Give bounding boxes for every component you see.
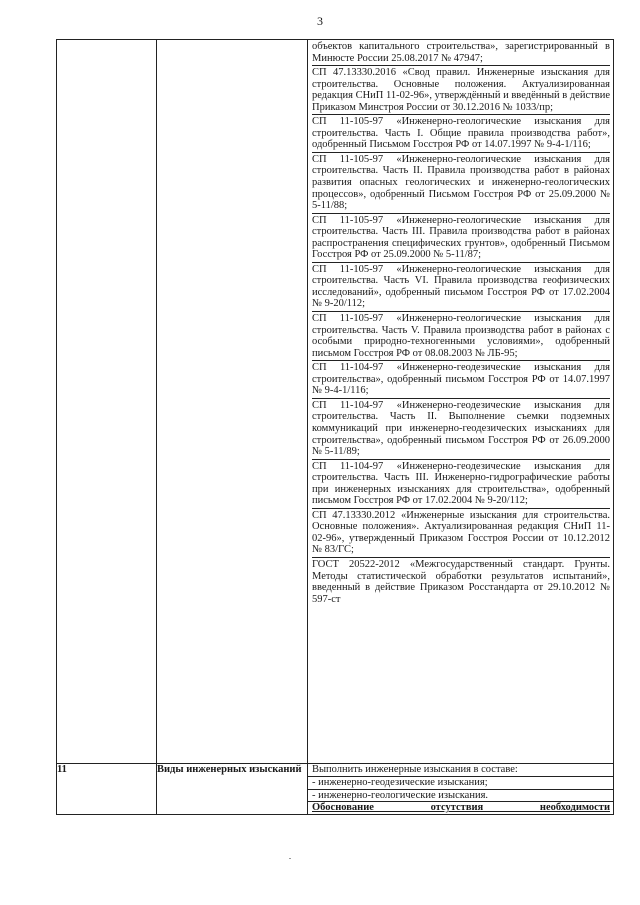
regulation-entry: СП 11-105-97 «Инженерно-геологические изыскания для строительства. Часть VI. Правила производства геофизических исследований», одобренный письмом Госстроя РФ от 17.02.2004 № 9-20/112; — [312, 263, 610, 312]
page-number: 3 — [317, 14, 323, 28]
regulation-entry: СП 11-105-97 «Инженерно-геологические изыскания для строительства. Часть V. Правила производства работ в районах с особыми природно-техногенными условиями», одобренный письмом Госстроя РФ от 08.08.2003 № ЛБ-95; — [312, 312, 610, 361]
regulation-entry: СП 11-104-97 «Инженерно-геодезические изыскания для строительства. Часть III. Инженерно-гидрографические работы при инженерных изысканиях для строительства», одобренный письмом Госстроя РФ от 17.02.2004 № 9-20/112; — [312, 460, 610, 509]
row-number: 11 — [57, 764, 157, 815]
survey-line: - инженерно-геодезические изыскания; — [308, 777, 613, 790]
regulation-entry: объектов капитального строительства», зарегистрированный в Минюсте России 25.08.2017 № 47947; — [312, 40, 610, 66]
justification-line: Обоснование отсутствия необходимости — [312, 802, 610, 814]
scan-speck — [289, 858, 291, 859]
row-heading-cell — [157, 40, 308, 764]
table-row — [57, 764, 614, 815]
regulation-entry: ГОСТ 20522-2012 «Межгосударственный стандарт. Грунты. Методы статистической обработки результатов испытаний», введенный в действие Приказом Росстандарта от 29.10.2012 № 597-ст — [312, 558, 610, 605]
regulation-entry: СП 11-104-97 «Инженерно-геодезические изыскания для строительства», одобренный письмом Госстроя РФ от 14.07.1997 № 9-4-1/116; — [312, 361, 610, 399]
regulation-entry: СП 11-105-97 «Инженерно-геологические изыскания для строительства. Часть I. Общие правила производства работ», одобренный Письмом Госстроя РФ от 14.07.1997 № 9-4-1/116; — [312, 115, 610, 153]
survey-line: Выполнить инженерные изыскания в составе: — [308, 764, 613, 777]
regulation-entry: СП 11-104-97 «Инженерно-геодезические изыскания для строительства. Часть II. Выполнение съемки подземных коммуникаций при инженерно-геодезических изысканиях для строительства», одобренный письмом Госстроя РФ от 26.09.2000 № 5-11/89; — [312, 399, 610, 460]
survey-line: - инженерно-геологические изыскания. — [308, 790, 613, 803]
regulations-cell — [308, 40, 614, 764]
regulation-entry: СП 11-105-97 «Инженерно-геологические изыскания для строительства. Часть II. Правила производства работ в районах развития опасных геологических и инженерно-геологических процессов», одобренный Письмом Госстроя РФ от 25.09.2000 № 5-11/88; — [312, 153, 610, 214]
row-number-cell — [57, 40, 157, 764]
regulation-entry: СП 11-105-97 «Инженерно-геологические изыскания для строительства. Часть III. Правила производства работ в районах распространения специфических грунтов», одобренный Письмом Госстроя РФ от 25.09.2000 № 5-11/87; — [312, 214, 610, 263]
regulation-entry: СП 47.13330.2012 «Инженерные изыскания для строительства. Основные положения». Актуализированная редакция СНиП 11-02-96», утвержденный Приказом Госстроя России от 10.12.2012 № 83/ГС; — [312, 509, 610, 558]
regulation-entry: СП 47.13330.2016 «Свод правил. Инженерные изыскания для строительства. Основные положения. Актуализированная редакция СНиП 11-02-96», утверждённый и введённый в действие Приказом Минстроя России от 30.12.2016 № 1033/пр; — [312, 66, 610, 115]
table-row — [57, 40, 614, 764]
row-heading: Виды инженерных изысканий — [157, 764, 308, 815]
survey-types-cell — [308, 764, 614, 815]
requirements-table — [56, 39, 614, 815]
